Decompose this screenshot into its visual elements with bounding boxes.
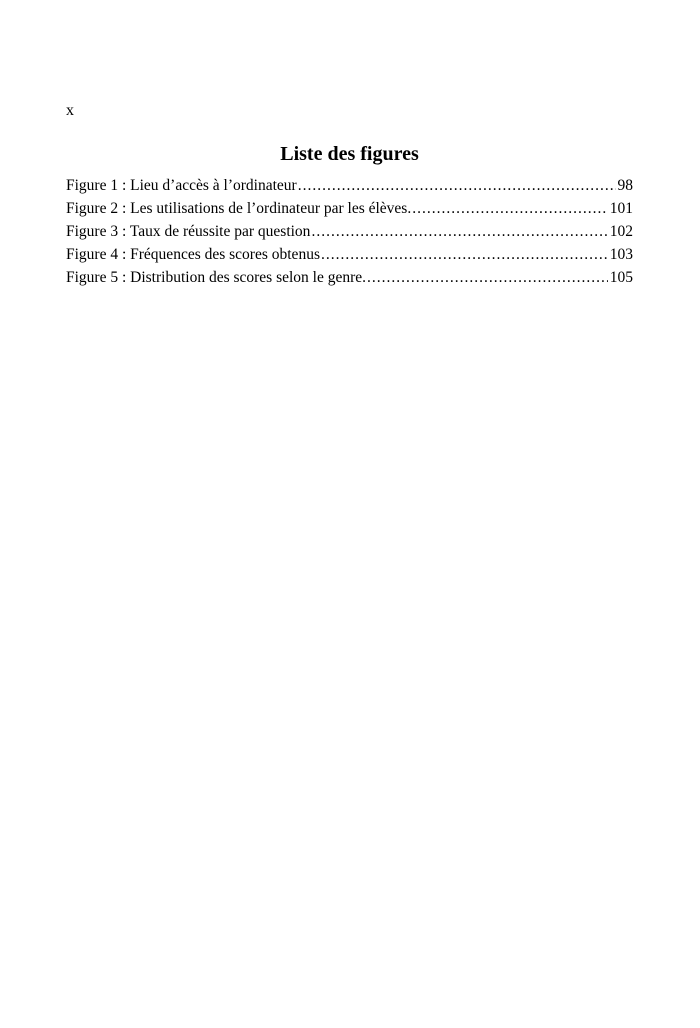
toc-entry-figure-1[interactable] bbox=[66, 174, 633, 197]
toc-entry-figure-4[interactable] bbox=[66, 243, 633, 266]
dot-leader bbox=[412, 197, 608, 220]
dot-leader bbox=[321, 243, 608, 266]
dot-leader bbox=[298, 174, 616, 197]
toc-entry-page: 101 bbox=[609, 200, 633, 217]
toc-entry-label: Figure 5 : Distribution des scores selon le genre. bbox=[66, 269, 367, 286]
toc-entry-figure-3[interactable] bbox=[66, 220, 633, 243]
toc-entry-label: Figure 3 : Taux de réussite par question bbox=[66, 223, 311, 240]
list-of-figures bbox=[66, 174, 633, 289]
toc-entry-page: 103 bbox=[609, 246, 633, 263]
toc-entry-figure-2[interactable] bbox=[66, 197, 633, 220]
page-title: Liste des figures bbox=[280, 143, 419, 165]
toc-entry-figure-5[interactable] bbox=[66, 266, 633, 289]
toc-entry-page: 102 bbox=[609, 223, 633, 240]
toc-entry-page: 105 bbox=[609, 269, 633, 286]
dot-leader bbox=[367, 266, 608, 289]
dot-leader bbox=[311, 220, 607, 243]
page-number: x bbox=[66, 102, 74, 119]
toc-entry-page: 98 bbox=[617, 177, 633, 194]
toc-entry-label: Figure 1 : Lieu d’accès à l’ordinateur bbox=[66, 177, 297, 194]
toc-entry-label: Figure 4 : Fréquences des scores obtenus bbox=[66, 246, 320, 263]
toc-entry-label: Figure 2 : Les utilisations de l’ordinateur par les élèves. bbox=[66, 200, 412, 217]
